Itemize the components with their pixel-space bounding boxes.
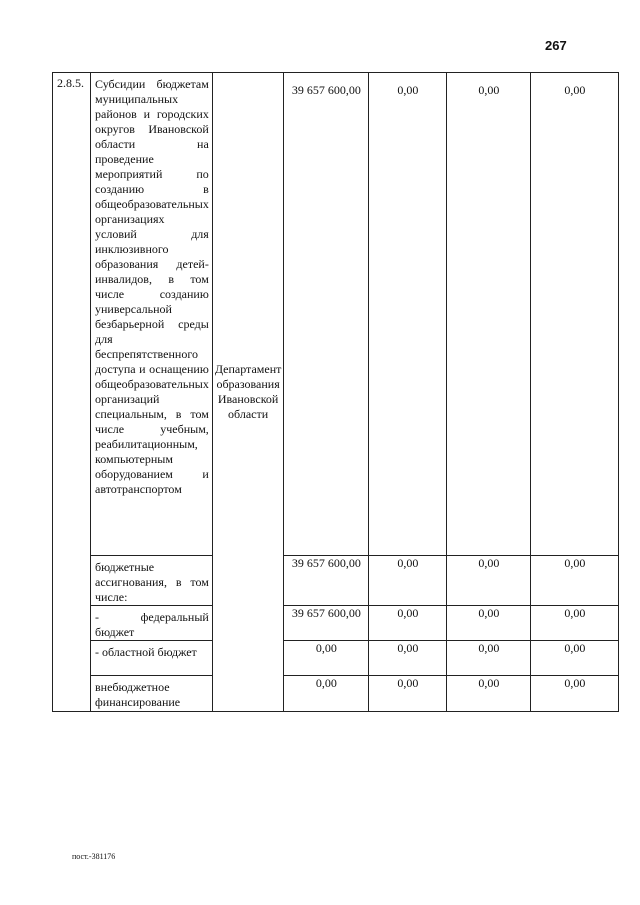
value-cell: 0,00 (447, 676, 531, 712)
value-cell: 0,00 (531, 676, 619, 712)
subrow-label: - областной бюджет (91, 641, 213, 676)
subrow-label: внебюджетное финансирование (91, 676, 213, 712)
row-description: Субсидии бюджетам муниципальных районов и городских округов Ивановской области на проведение мероприятий по созданию в общеобразовательных организациях условий для инклюзивного образования детей-инвалидов, в том числе созданию универсальной безбарьерной среды для беспрепятственного доступа и оснащению общеобразовательных организаций специальным, в том числе учебным, реабилитационным, компьютерным оборудованием и автотранспортом (91, 73, 213, 556)
table-row (53, 606, 619, 641)
value-cell: 0,00 (284, 641, 369, 676)
value-cell: 0,00 (447, 606, 531, 641)
value-cell: 39 657 600,00 (284, 73, 369, 556)
page-number: 267 (545, 38, 567, 53)
value-cell: 0,00 (447, 556, 531, 606)
value-cell: 0,00 (531, 73, 619, 556)
row-executor: Департамент образования Ивановской области (212, 73, 284, 712)
row-code: 2.8.5. (53, 73, 91, 712)
subrow-label: - федеральный бюджет (91, 606, 213, 641)
value-cell: 0,00 (369, 556, 447, 606)
table-row (53, 641, 619, 676)
value-cell: 0,00 (447, 641, 531, 676)
document-footer-code: пост.-381176 (72, 852, 116, 861)
value-cell: 39 657 600,00 (284, 556, 369, 606)
value-cell: 39 657 600,00 (284, 606, 369, 641)
table-row-main (53, 73, 619, 556)
value-cell: 0,00 (369, 606, 447, 641)
table-row (53, 676, 619, 712)
table-row (53, 556, 619, 606)
value-cell: 0,00 (531, 641, 619, 676)
value-cell: 0,00 (447, 73, 531, 556)
value-cell: 0,00 (531, 606, 619, 641)
value-cell: 0,00 (284, 676, 369, 712)
value-cell: 0,00 (369, 641, 447, 676)
value-cell: 0,00 (369, 73, 447, 556)
budget-table (52, 72, 619, 712)
value-cell: 0,00 (369, 676, 447, 712)
subrow-label: бюджетные ассигнования, в том числе: (91, 556, 213, 606)
value-cell: 0,00 (531, 556, 619, 606)
